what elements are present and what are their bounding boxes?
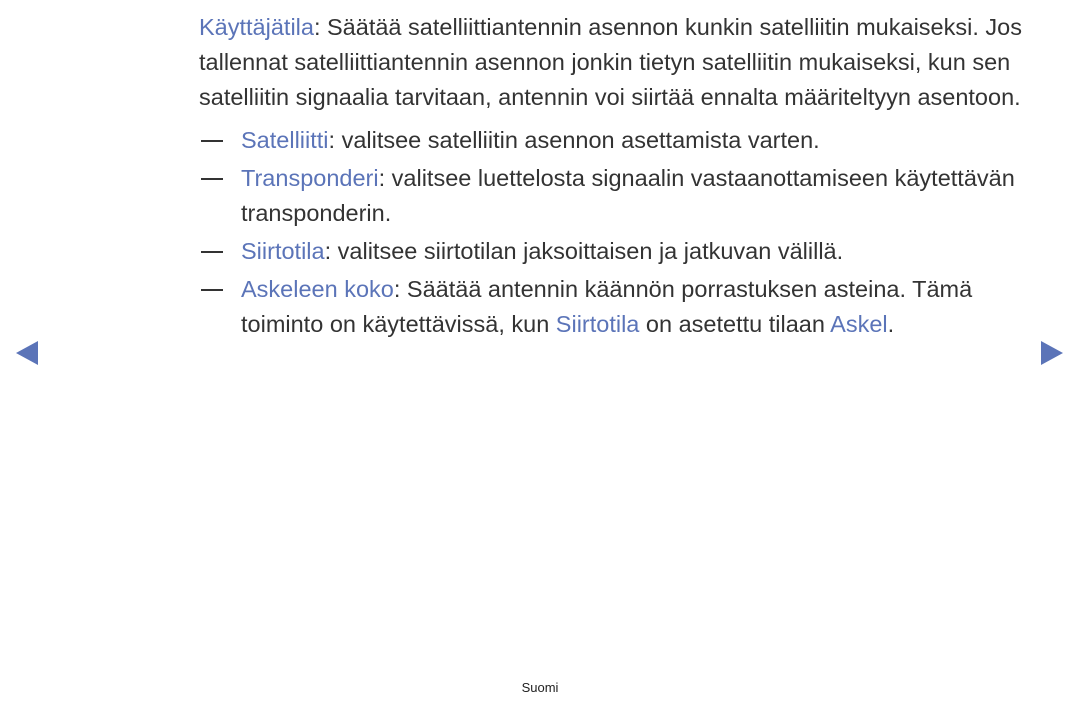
option-list: [199, 123, 1029, 342]
next-page-arrow-icon[interactable]: [1041, 341, 1063, 365]
list-item-transponderi: [199, 161, 1029, 231]
item-term: Siirtotila: [241, 238, 325, 264]
item-term: Transponderi: [241, 165, 379, 191]
list-item-askeleen-koko: [199, 272, 1029, 342]
intro-term: Käyttäjätila: [199, 14, 314, 40]
item-text: : valitsee satelliitin asennon asettamista varten.: [328, 127, 820, 153]
intro-text: : Säätää satelliittiantennin asennon kunkin satelliitin mukaiseksi. Jos tallennat satelliittiantennin asennon jonkin tietyn satelliitin mukaiseksi, kun sen satelliitin signaalia tarvitaan, antennin voi siirtää ennalta määriteltyyn asentoon.: [199, 14, 1022, 110]
item-text: : valitsee siirtotilan jaksoittaisen ja jatkuvan välillä.: [324, 238, 844, 264]
intro-paragraph: [199, 10, 1029, 115]
item-term: Askeleen koko: [241, 276, 394, 302]
item-text-continued: on asetettu tilaan: [639, 311, 831, 337]
item-term-siirtotila: Siirtotila: [555, 311, 640, 337]
item-text: : Säätää antennin käännön porrastuksen asteina. Tämä toiminto on käytettävissä, kun: [241, 276, 973, 337]
manual-content: [199, 10, 1029, 345]
list-item-satelliitti: [199, 123, 1029, 158]
item-term-askel: Askel: [830, 311, 888, 337]
footer-language: Suomi: [521, 680, 559, 695]
list-item-siirtotila: [199, 234, 1029, 269]
item-term: Satelliitti: [241, 127, 329, 153]
item-text-end: .: [887, 311, 895, 337]
previous-page-arrow-icon[interactable]: [16, 341, 38, 365]
item-text: : valitsee luettelosta signaalin vastaanottamiseen käytettävän transponderin.: [241, 165, 1015, 226]
